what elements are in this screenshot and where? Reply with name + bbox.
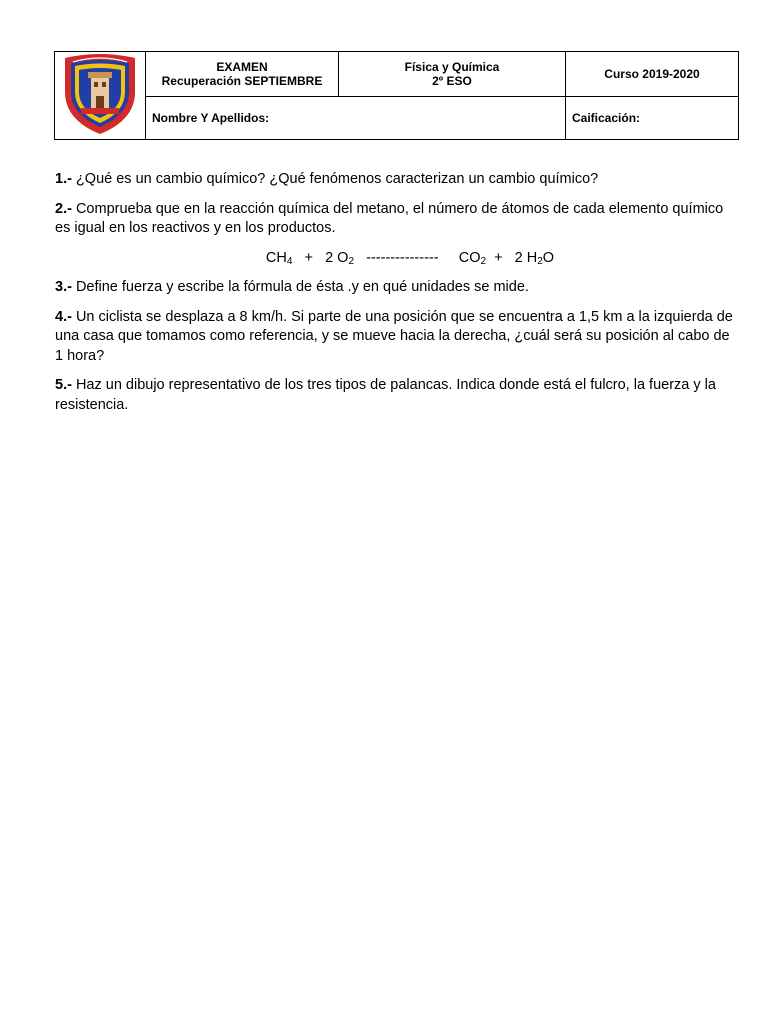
- question-number: 3.-: [55, 279, 72, 295]
- subject-cell: [339, 52, 566, 97]
- grade-label: Caificación:: [572, 111, 641, 125]
- question-text: Haz un dibujo representativo de los tres tipos de palancas. Indica donde está el fulcro, la fuerza y la resistencia.: [55, 377, 716, 413]
- exam-title-cell: [146, 52, 339, 97]
- question-text: Define fuerza y escribe la fórmula de ésta .y en qué unidades se mide.: [75, 279, 529, 295]
- exam-header-table: [54, 51, 739, 140]
- exam-title: EXAMEN: [216, 60, 268, 74]
- grade-field[interactable]: [566, 97, 739, 140]
- questions-section: [55, 170, 735, 425]
- student-name-field[interactable]: [146, 97, 566, 140]
- school-shield-icon: [57, 52, 143, 136]
- name-label: Nombre Y Apellidos:: [152, 111, 270, 125]
- question-text: Un ciclista se desplaza a 8 km/h. Si parte de una posición que se encuentra a 1,5 km a la izquierda de una casa que tomamos como referencia, y se mueve hacia la derecha, ¿cuál será su posición al cabo de 1 hora?: [55, 308, 733, 364]
- school-logo-cell: [55, 52, 146, 140]
- methane-combustion-equation: $CH_4$ + 2 $O_2$ --------------- $CO_2$ + 2 $H_2O$: [265, 249, 555, 267]
- question-text: Comprueba que en la reacción química del metano, el número de átomos de cada elemento químico es igual en los reactivos y en los productos.: [55, 200, 724, 236]
- question-3: [55, 278, 735, 298]
- course-year: Curso 2019-2020: [604, 67, 700, 81]
- question-number: 4.-: [55, 308, 72, 325]
- subject-level: 2º ESO: [432, 74, 472, 88]
- question-2: [55, 200, 735, 239]
- subject-name: Física y Química: [404, 60, 500, 74]
- question-5: [55, 376, 735, 415]
- question-4: [55, 308, 735, 367]
- question-number: 2.-: [55, 200, 72, 217]
- question-text: ¿Qué es un cambio químico? ¿Qué fenómenos caracterizan un cambio químico?: [75, 171, 599, 187]
- question-number: 1.-: [55, 171, 72, 187]
- reaction-arrow: ---------------: [366, 249, 439, 266]
- course-cell: [566, 52, 739, 97]
- exam-subtitle: Recuperación SEPTIEMBRE: [161, 74, 323, 88]
- question-number: 5.-: [55, 377, 72, 393]
- question-1: [55, 170, 735, 190]
